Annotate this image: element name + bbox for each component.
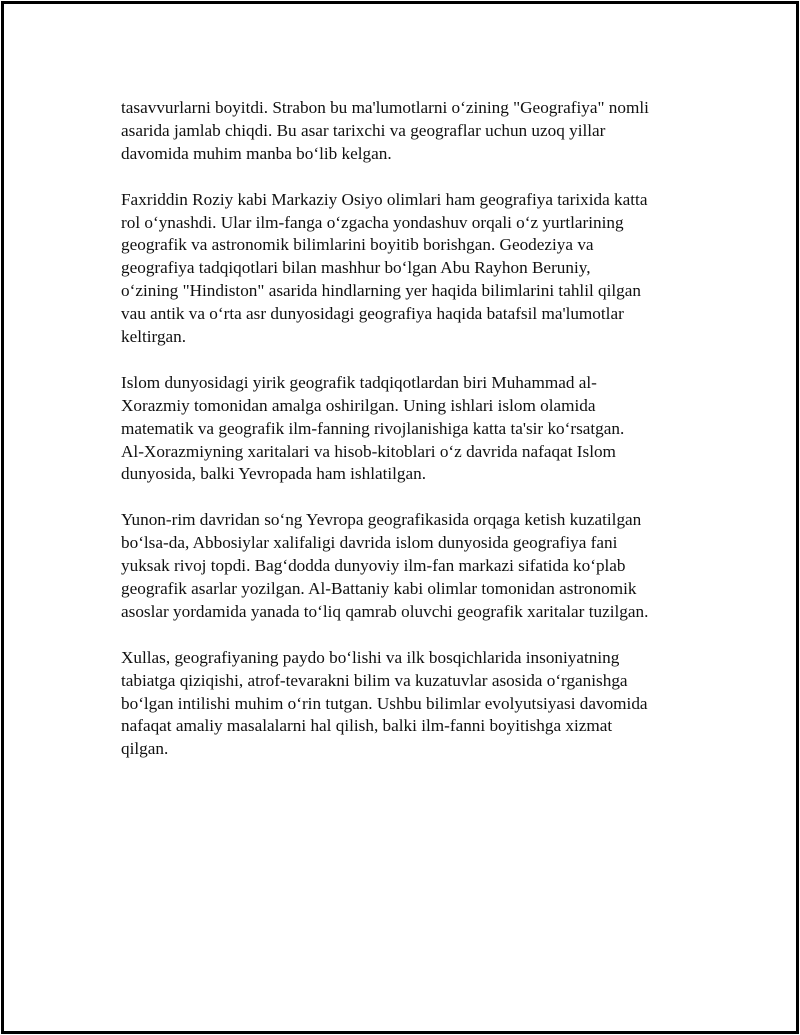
text-line: Xorazmiy tomonidan amalga oshirilgan. Uning ishlari islom olamida	[121, 395, 596, 415]
text-line: bo‘lsa-da, Abbosiylar xalifaligi davrida islom dunyosida geografiya fani	[121, 533, 618, 553]
text-line: asoslar yordamida yanada to‘liq qamrab oluvchi geografik xaritalar tuzilgan.	[121, 601, 649, 621]
text-line: Yunon-rim davridan so‘ng Yevropa geografikasida orqaga ketish kuzatilgan	[121, 510, 642, 530]
page-frame	[1, 1, 799, 1034]
text-line: qilgan.	[121, 739, 169, 759]
text-line: yuksak rivoj topdi. Bag‘dodda dunyoviy ilm-fan markazi sifatida ko‘plab	[121, 556, 626, 576]
text-line: rol o‘ynashdi. Ular ilm-fanga o‘zgacha yondashuv orqali o‘z yurtlarining	[121, 212, 624, 232]
text-line: geografiya tadqiqotlari bilan mashhur bo‘lgan Abu Rayhon Beruniy,	[121, 258, 591, 278]
text-line: keltirgan.	[121, 327, 187, 347]
text-line: Al-Xorazmiyning xaritalari va hisob-kitoblari o‘z davrida nafaqat Islom	[121, 441, 616, 461]
paragraph-2	[121, 189, 716, 349]
paragraph-5	[121, 647, 716, 762]
text-line: geografik asarlar yozilgan. Al-Battaniy kabi olimlar tomonidan astronomik	[121, 578, 637, 598]
text-line: asarida jamlab chiqdi. Bu asar tarixchi va geograflar uchun uzoq yillar	[121, 120, 606, 140]
paragraph-3	[121, 372, 716, 487]
document-body	[121, 97, 716, 784]
text-line: matematik va geografik ilm-fanning rivojlanishiga katta ta'sir ko‘rsatgan.	[121, 418, 625, 438]
text-line: Xullas, geografiyaning paydo bo‘lishi va ilk bosqichlarida insoniyatning	[121, 647, 620, 667]
text-line: Islom dunyosidagi yirik geografik tadqiqotlardan biri Muhammad al-	[121, 372, 597, 392]
text-line: o‘zining "Hindiston" asarida hindlarning yer haqida bilimlarini tahlil qilgan	[121, 281, 641, 301]
text-line: geografik va astronomik bilimlarini boyitib borishgan. Geodeziya va	[121, 235, 594, 255]
text-line: tasavvurlarni boyitdi. Strabon bu ma'lumotlarni o‘zining "Geografiya" nomli	[121, 98, 649, 117]
text-line: bo‘lgan intilishi muhim o‘rin tutgan. Ushbu bilimlar evolyutsiyasi davomida	[121, 693, 648, 713]
paragraph-4	[121, 509, 716, 624]
text-line: vau antik va o‘rta asr dunyosidagi geografiya haqida batafsil ma'lumotlar	[121, 304, 624, 324]
text-line: dunyosida, balki Yevropada ham ishlatilgan.	[121, 464, 427, 484]
text-line: tabiatga qiziqishi, atrof-tevarakni bilim va kuzatuvlar asosida o‘rganishga	[121, 670, 628, 690]
text-line: Faxriddin Roziy kabi Markaziy Osiyo olimlari ham geografiya tarixida katta	[121, 189, 648, 209]
paragraph-1	[121, 97, 716, 166]
text-line: davomida muhim manba bo‘lib kelgan.	[121, 143, 392, 163]
text-line: nafaqat amaliy masalalarni hal qilish, balki ilm-fanni boyitishga xizmat	[121, 716, 613, 736]
